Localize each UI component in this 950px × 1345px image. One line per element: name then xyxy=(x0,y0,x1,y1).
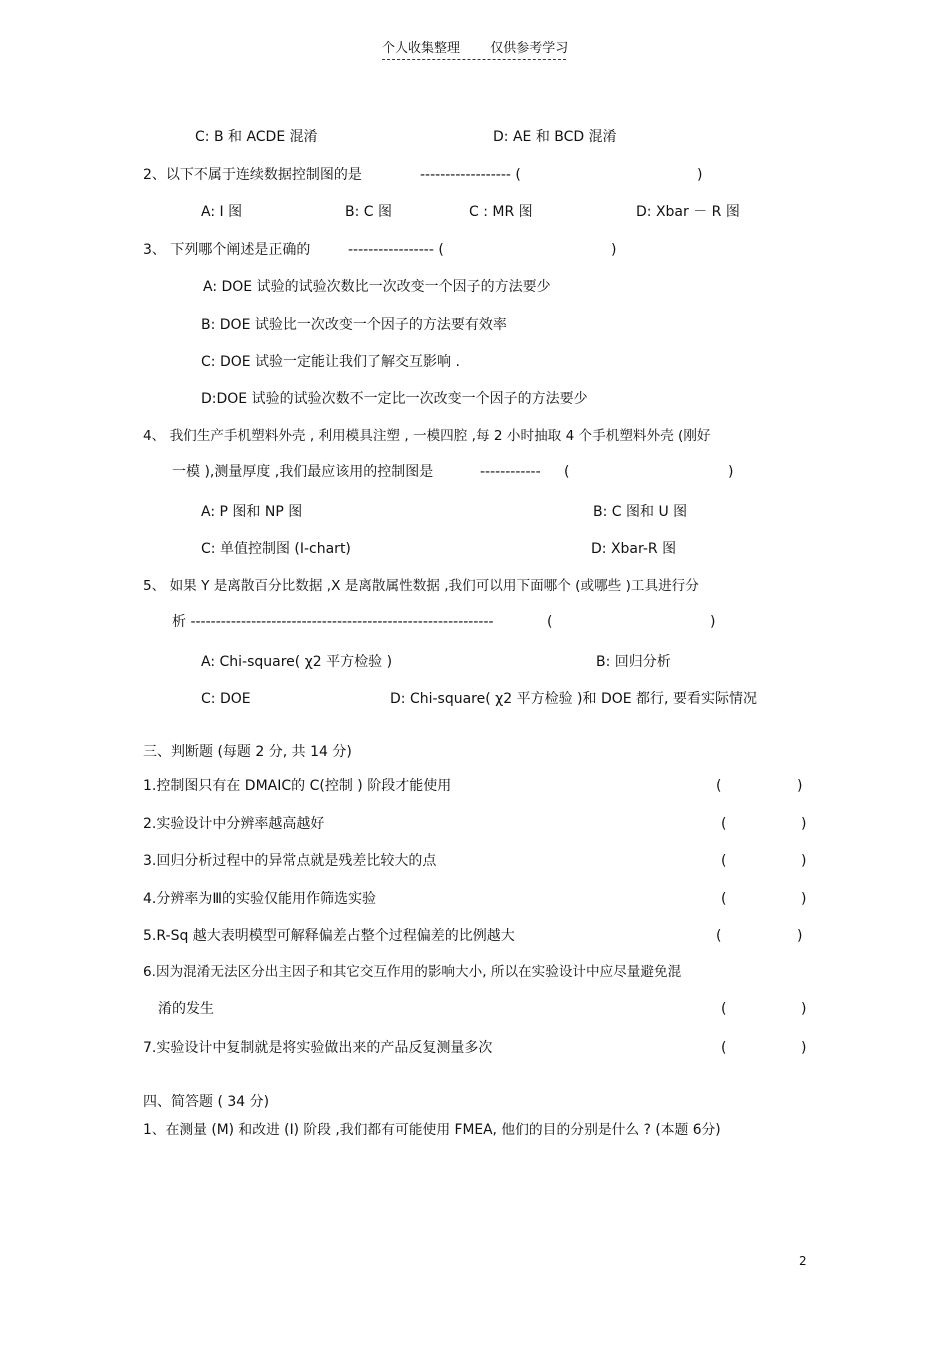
tf-item-4-close-paren: ) xyxy=(801,891,807,907)
q1-option-d: D: AE 和 BCD 混淆 xyxy=(493,129,617,145)
section3-title: 三、判断题 (每题 2 分, 共 14 分) xyxy=(143,744,352,760)
q5-close-paren: ) xyxy=(710,614,716,630)
tf-item-7-open-paren: ( xyxy=(721,1040,727,1056)
tf-item-4-open-paren: ( xyxy=(721,891,727,907)
q3-close-paren: ) xyxy=(611,242,617,258)
tf-item-1-close-paren: ) xyxy=(797,778,803,794)
page-number: 2 xyxy=(799,1254,807,1268)
q3-option-b: B: DOE 试验比一次改变一个因子的方法要有效率 xyxy=(201,317,507,333)
q5-option-d: D: Chi-square( χ2 平方检验 )和 DOE 都行, 要看实际情况 xyxy=(390,691,757,707)
tf-item-5-close-paren: ) xyxy=(797,928,803,944)
tf-item-3: 3.回归分析过程中的异常点就是残差比较大的点 xyxy=(143,853,437,869)
q4-option-a: A: P 图和 NP 图 xyxy=(201,504,303,520)
q5-option-b: B: 回归分析 xyxy=(596,654,671,670)
q4-close-paren: ) xyxy=(728,464,734,480)
q3-option-d: D:DOE 试验的试验次数不一定比一次改变一个因子的方法要少 xyxy=(201,391,588,407)
tf-item-6-line2: 淆的发生 xyxy=(158,1001,214,1017)
tf-item-5: 5.R-Sq 越大表明模型可解释偏差占整个过程偏差的比例越大 xyxy=(143,928,515,944)
q5-stem-line1: 5、 如果 Y 是离散百分比数据 ,X 是离散属性数据 ,我们可以用下面哪个 (或哪些 )工具进行分 xyxy=(143,578,699,594)
tf-item-5-open-paren: ( xyxy=(716,928,722,944)
q4-open-paren: ( xyxy=(564,464,570,480)
tf-item-3-close-paren: ) xyxy=(801,853,807,869)
q5-stem-line2: 析 ------------------------------------------------------------ xyxy=(172,614,494,630)
tf-item-2: 2.实验设计中分辨率越高越好 xyxy=(143,816,325,832)
section4-title: 四、简答题 ( 34 分) xyxy=(143,1094,270,1110)
tf-item-7-close-paren: ) xyxy=(801,1040,807,1056)
page-header xyxy=(382,40,569,60)
q4-option-d: D: Xbar-R 图 xyxy=(591,541,677,557)
tf-item-2-close-paren: ) xyxy=(801,816,807,832)
tf-item-6-close-paren: ) xyxy=(801,1001,807,1017)
tf-item-7: 7.实验设计中复制就是将实验做出来的产品反复测量多次 xyxy=(143,1040,493,1056)
q5-option-c: C: DOE xyxy=(201,691,251,707)
section4-q1: 1、在测量 (M) 和改进 (I) 阶段 ,我们都有可能使用 FMEA, 他们的目的分别是什么 ? (本题 6分) xyxy=(143,1122,721,1138)
q3-blank: ----------------- ( xyxy=(348,242,444,258)
tf-item-1: 1.控制图只有在 DMAIC的 C(控制 ) 阶段才能使用 xyxy=(143,778,452,794)
q4-stem-line2: 一模 ),测量厚度 ,我们最应该用的控制图是 xyxy=(172,464,434,480)
q4-option-b: B: C 图和 U 图 xyxy=(593,504,688,520)
tf-item-4: 4.分辨率为Ⅲ的实验仅能用作筛选实验 xyxy=(143,891,377,907)
q2-option-d: D: Xbar － R 图 xyxy=(636,204,740,220)
header-left: 个人收集整理 xyxy=(382,41,461,56)
q4-stem-line1: 4、 我们生产手机塑料外壳 , 利用模具注塑 , 一模四腔 ,每 2 小时抽取 4 个手机塑料外壳 (刚好 xyxy=(143,428,711,444)
q2-option-a: A: I 图 xyxy=(201,204,243,220)
tf-item-1-open-paren: ( xyxy=(716,778,722,794)
q4-option-c: C: 单值控制图 (I-chart) xyxy=(201,541,351,557)
q2-blank: ------------------ ( xyxy=(420,167,521,183)
q2-option-b: B: C 图 xyxy=(345,204,392,220)
q4-blank: ------------ xyxy=(480,464,541,480)
q2-stem: 2、以下不属于连续数据控制图的是 xyxy=(143,167,362,183)
header-right: 仅供参考学习 xyxy=(490,41,569,56)
tf-item-3-open-paren: ( xyxy=(721,853,727,869)
tf-item-6-line1: 6.因为混淆无法区分出主因子和其它交互作用的影响大小, 所以在实验设计中应尽量避免混 xyxy=(143,964,682,980)
q2-option-c: C : MR 图 xyxy=(469,204,533,220)
q5-option-a: A: Chi-square( χ2 平方检验 ) xyxy=(201,654,393,670)
q2-close-paren: ) xyxy=(697,167,703,183)
q1-option-c: C: B 和 ACDE 混淆 xyxy=(195,129,318,145)
q3-option-c: C: DOE 试验一定能让我们了解交互影响 . xyxy=(201,354,460,370)
tf-item-2-open-paren: ( xyxy=(721,816,727,832)
q5-open-paren: ( xyxy=(547,614,553,630)
q3-stem: 3、 下列哪个阐述是正确的 xyxy=(143,242,311,258)
tf-item-6-open-paren: ( xyxy=(721,1001,727,1017)
q3-option-a: A: DOE 试验的试验次数比一次改变一个因子的方法要少 xyxy=(203,279,551,295)
